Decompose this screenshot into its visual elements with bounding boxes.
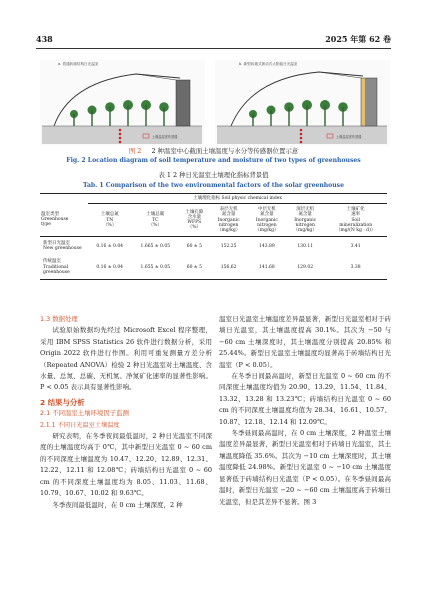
legend-b-sensor: 土壤温湿度传感器	[336, 135, 362, 139]
table-cell-middle: 141.68	[248, 255, 286, 279]
header-rule	[36, 48, 391, 49]
table-cell-type: 传统温室 Traditional greenhouse	[40, 255, 88, 279]
section-2-1-1-heading: 2.1.1 不同日光温室土壤温度	[40, 421, 120, 429]
section-1-3-heading: 1.3 数据处理	[40, 315, 78, 323]
journal-volume: 2025 年第 62 卷	[325, 34, 391, 44]
greenhouse-b-diagram	[215, 60, 390, 146]
table-cell-deep: 130.11	[297, 243, 314, 249]
right-paragraph-3: 冬季昼间最高温时，在 0 cm 土壤深度，2 种温室土壤温度差异最显著，新型日光温室相对于砖墙日光温室，其土壤温度降低 35.6%。其次为 −10 cm 土壤深度时，其土壤温度降低 24.98%。新型日光温室 0 ~ −10 cm 土壤温度显著低于砖墙结构日光温室（P < 0.05）。在冬季昼间最高温时，新型日光温室 −20 ~ −60 cm 土壤温度高于砖墙日光温室，但是其差异不显著。图 3	[219, 429, 391, 506]
panel-b-label: b. 新型砖墙式被动式太阳能日光温室	[239, 62, 298, 66]
greenhouse-a-diagram	[40, 60, 205, 146]
figure-panel-a	[40, 60, 205, 146]
figure-caption-en: Fig. 2 Location diagram of soil temperature and moisture of two types of greenhouses	[66, 157, 361, 164]
table-cell-surface: 156.62	[209, 255, 247, 279]
legend-a-sensor: 土壤温湿度传感器	[152, 135, 178, 139]
section-2-1-1-paragraph: 研究表明，在冬季夜间最低温时，2 种日光温室不同深度的土壤温度均高于 0℃，其中新型日光温室 0 ~ 60 cm 的不同深度土壤温度为 10.47、12.20、12.89、12.31、12.22、12.11 和 12.08℃；砖墙结构日光温室 0 ~ 60 cm 的不同深度土壤温度均为 8.05、11.03、11.68、10.79、10.67、10.02 和 9.63℃。	[40, 432, 212, 498]
right-paragraph-2: 在冬季日间最高温时，新型日光温室 0 ~ 60 cm 的不同深度土壤温度均值为 20.90、13.29、11.54、11.84、13.32、13.28 和 13.23℃；砖墙结构日光温室 0 ~ 60 cm 的不同深度土壤温度均值为 28.34、16.61、10.57、10.87、12.18、12.14 和 12.09℃。	[219, 372, 391, 426]
figure-caption-number: 图 2	[128, 147, 142, 155]
left-last-line: 冬季夜间最低温时，在 0 cm 土壤深度，2 种	[52, 500, 183, 509]
table-row	[40, 255, 387, 279]
table-cell-deep: 129.02	[286, 255, 324, 279]
table-column-header: 表层无机 氮含量 Inorganic nitrogen （mg/kg）	[209, 204, 247, 237]
table-body	[40, 237, 387, 280]
section-2-1-heading: 2.1 不同温室土壤环境因子监测	[40, 409, 129, 418]
table-column-header: 土壤矿化 速率 Soil mineralization （mg/(N kg · d)）	[324, 204, 387, 237]
table-caption-zh: 表 1 2 种日光温室土壤理化指标背景值	[158, 171, 269, 179]
table-cell-tc: 1.665 ± 0.05	[140, 243, 171, 249]
table-column-header: 温室类型 Greenhouse type	[40, 204, 88, 237]
section-1-3-paragraph: 试验原始数据均先经过 Microsoft Excel 程序整理，采用 IBM SPSS Statistics 26 软件进行数据分析，采用 Origin 2022 软件进行作图。利用可重复测量方差分析（Repeated ANOVA）检验 2 种日光温室对土壤温度、含水量、总氮、总碳、无机氮、净氮矿化速率的显著性影响。P < 0.05 表示具有显著性影响。	[40, 326, 212, 392]
figure-panel-b	[215, 60, 390, 146]
table-column-header: 土壤总氮 TN （%）	[88, 204, 131, 237]
table-cell-surface: 152.25	[220, 243, 237, 249]
left-column	[40, 314, 212, 511]
panel-a-label: a. 普通砖墙结构日光温室	[58, 62, 99, 66]
right-column	[219, 314, 391, 508]
table-cell-rate: 3.41	[350, 243, 361, 249]
table-caption-en: Tab. 1 Comparison of the two environmental factors of the solar greenhouse	[83, 182, 344, 189]
table-cell-tn: 0.16 ± 0.04	[96, 243, 124, 249]
table-row	[40, 237, 387, 256]
table-cell-tc: 1.655 ± 0.05	[131, 255, 179, 279]
table-cell-wfps: 60 ± 5	[186, 243, 202, 249]
table-column-header: 深层无机 氮含量 Inorganic nitrogen （mg/kg）	[286, 204, 324, 237]
table-cell-middle: 143.89	[259, 243, 275, 249]
right-paragraph-1: 温室日光温室土壤温度差异最显著，新型日光温室相对于砖墙日光温室，其土壤温度提高 30.1%。其次为 −50 与 −60 cm 土壤深度时，其土壤温度分别提高 20.85% 和 25.44%。新型日光温室土壤温度均显著高于砖墙结构日光温室（P < 0.05）。	[219, 315, 391, 369]
table-cell-type: 新型日光温室 New greenhouse	[43, 241, 82, 252]
table-column-header: 中层无机 氮含量 Inorganic nitrogen （mg/kg）	[248, 204, 286, 237]
table-soil-index	[40, 193, 387, 280]
table-cell-wfps: 60 ± 5	[179, 255, 209, 279]
table-cell-tn: 0.16 ± 0.04	[88, 255, 131, 279]
table-column-header: 土壤孔隙 含水量 WFPS （%）	[179, 204, 209, 237]
table-column-header: 土壤总碳 TC （%）	[131, 204, 179, 237]
figure-caption-zh-text: 2 种温室中心截面土壤温度与水分等传感器位置示意	[151, 147, 299, 155]
table-group-header: 土壤理化指标 Soil physic chemical index	[88, 194, 387, 204]
table-header-row	[40, 204, 387, 237]
table-cell-rate: 3.38	[324, 255, 387, 279]
page-number: 438	[36, 34, 53, 44]
figure-caption-zh	[0, 148, 427, 156]
section-2-heading: 2 结果与分析	[40, 397, 85, 407]
